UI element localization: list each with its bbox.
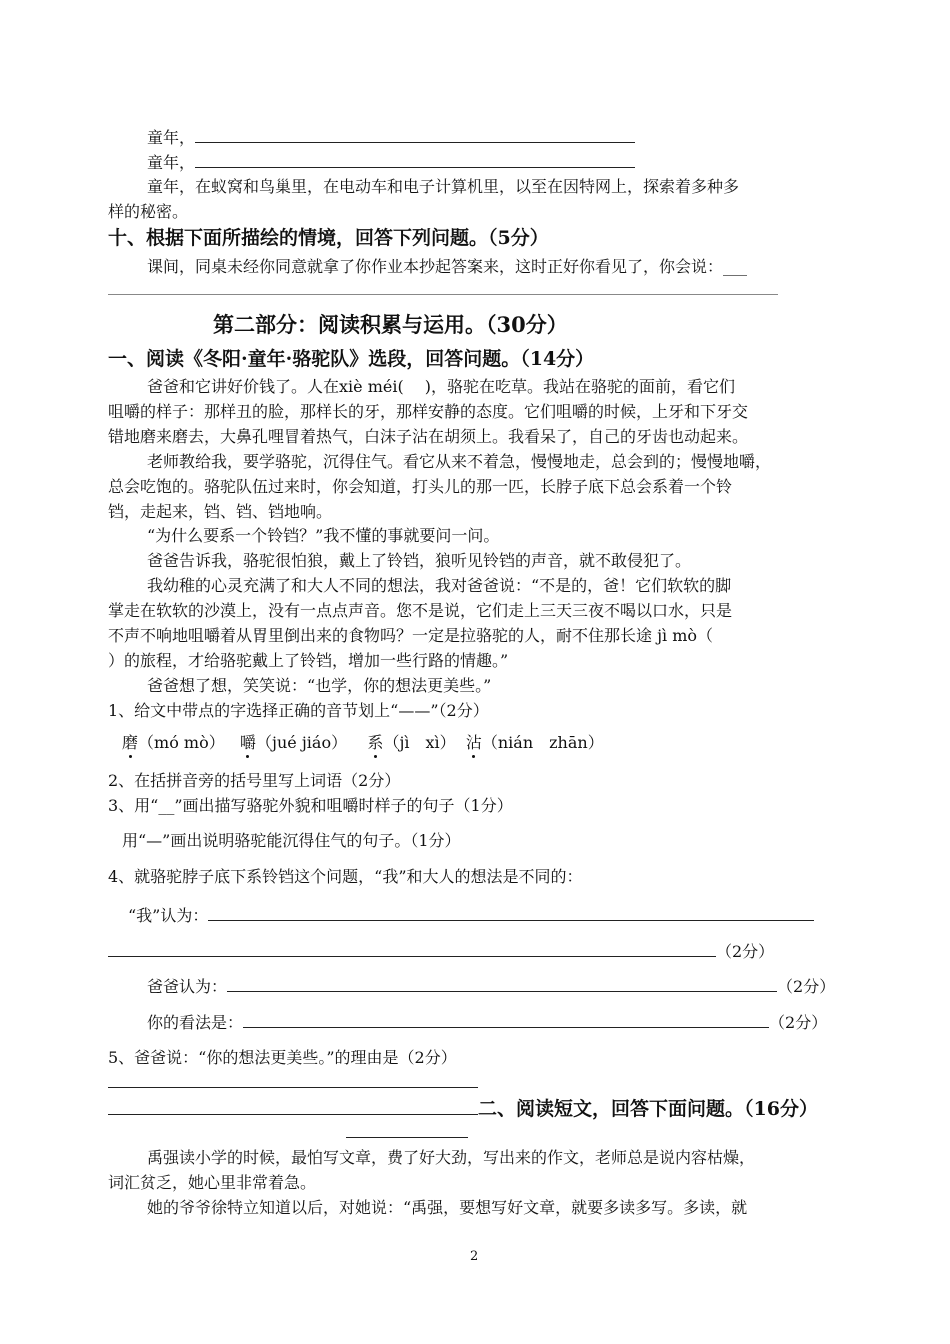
paragraph: 铛，走起来，铛、铛、铛地响。 bbox=[108, 502, 333, 521]
q10-title: 十、根据下面所描绘的情境，回答下列问题。（5分） bbox=[108, 227, 549, 249]
section1-title: 一、阅读《冬阳·童年·骆驼队》选段，回答问题。（14分） bbox=[108, 348, 595, 370]
paragraph: 老师教给我，要学骆驼，沉得住气。看它从来不着急，慢慢地走，总会到的；慢慢地嚼， bbox=[147, 452, 772, 471]
question-5: 5、爸爸说：“你的想法更美些。”的理由是（2分） bbox=[108, 1048, 457, 1067]
answer-blank[interactable] bbox=[195, 126, 635, 143]
dotted-char: 嚼 bbox=[239, 733, 256, 752]
section2-title-row: 二、阅读短文，回答下面问题。（16分） bbox=[108, 1096, 818, 1120]
paragraph: 禹强读小学的时候，最怕写文章，费了好大劲，写出来的作文，老师总是说内容枯燥， bbox=[147, 1148, 756, 1167]
question-3b: 用“—”画出说明骆驼能沉得住气的句子。（1分） bbox=[122, 831, 461, 850]
child-line-1: 童年， bbox=[147, 126, 635, 149]
pinyin-choice[interactable]: （mó mò） bbox=[138, 733, 225, 752]
answer-blank[interactable] bbox=[195, 151, 635, 168]
paragraph: ）的旅程，才给骆驼戴上了铃铛，增加一些行路的情趣。” bbox=[108, 651, 509, 670]
answer-blank[interactable] bbox=[108, 1096, 478, 1115]
dotted-char: 磨 bbox=[122, 733, 139, 752]
q10-text: 课间，同桌未经你同意就拿了你作业本抄起答案来，这时正好你看见了，你会说：___ bbox=[147, 257, 748, 276]
paragraph: 掌走在软软的沙漠上，没有一点点声音。您不是说，它们走上三天三夜不喝以口水，只是 bbox=[108, 601, 733, 620]
paragraph: 样的秘密。 bbox=[108, 202, 189, 221]
pinyin-choice[interactable]: （jué jiáo） bbox=[256, 733, 348, 752]
q4-me-row-2: （2分） bbox=[108, 940, 774, 963]
paragraph: 我幼稚的心灵充满了和大人不同的想法，我对爸爸说：“不是的，爸！它们软软的脚 bbox=[147, 576, 732, 595]
answer-line[interactable] bbox=[108, 294, 778, 295]
paragraph: “为什么要系一个铃铛？”我不懂的事就要问一问。 bbox=[147, 526, 500, 545]
question-1: 1、给文中带点的字选择正确的音节划上“——”（2分） bbox=[108, 701, 489, 720]
page-number: 2 bbox=[470, 1249, 479, 1264]
paragraph: 爸爸告诉我，骆驼很怕狼，戴上了铃铛，狼听见铃铛的声音，就不敢侵犯了。 bbox=[147, 551, 692, 570]
pinyin-options bbox=[122, 732, 604, 754]
q4-dad-row: 爸爸认为： （2分） bbox=[147, 977, 836, 996]
dotted-char: 沾 bbox=[465, 733, 482, 752]
paragraph: 咀嚼的样子：那样丑的脸，那样长的牙，那样安静的态度。它们咀嚼的时候，上牙和下牙交 bbox=[108, 402, 749, 421]
part2-title: 第二部分：阅读积累与运用。（30分） bbox=[213, 312, 568, 337]
pinyin-choice[interactable]: （jì xì） bbox=[383, 733, 456, 752]
paragraph: 她的爷爷徐特立知道以后，对她说：“禹强，要想写好文章，就要多读多写。多读，就 bbox=[147, 1198, 748, 1217]
question-4: 4、就骆驼脖子底下系铃铛这个问题，“我”和大人的想法是不同的： bbox=[108, 867, 583, 886]
paragraph: 童年，在蚁窝和鸟巢里，在电动车和电子计算机里，以至在因特网上，探索着多种多 bbox=[147, 177, 740, 196]
answer-blank[interactable] bbox=[243, 1011, 769, 1028]
paragraph: 爸爸想了想，笑笑说：“也学，你的想法更美些。” bbox=[147, 676, 492, 695]
answer-blank[interactable] bbox=[108, 940, 716, 957]
child-line-2: 童年， bbox=[147, 151, 635, 174]
answer-line[interactable] bbox=[108, 1087, 478, 1088]
paragraph: 不声不响地咀嚼着从胃里倒出来的食物吗？一定是拉骆驼的人，耐不住那长途 jì mò（ bbox=[108, 626, 714, 645]
q4-you-row: 你的看法是： （2分） bbox=[147, 1013, 828, 1032]
answer-line[interactable] bbox=[346, 1137, 468, 1138]
answer-blank[interactable] bbox=[208, 904, 814, 921]
answer-blank[interactable] bbox=[227, 975, 777, 992]
question-3: 3、用“__”画出描写骆驼外貌和咀嚼时样子的句子（1分） bbox=[108, 796, 513, 815]
question-2: 2、在括拼音旁的括号里写上词语（2分） bbox=[108, 771, 401, 790]
q4-me-row: “我”认为： bbox=[128, 904, 814, 927]
dotted-char: 系 bbox=[367, 733, 384, 752]
pinyin-choice[interactable]: （nián zhān） bbox=[481, 733, 604, 752]
paragraph: 词汇贫乏，她心里非常着急。 bbox=[108, 1173, 317, 1192]
paragraph: 总会吃饱的。骆驼队伍过来时，你会知道，打头儿的那一匹，长脖子底下总会系着一个铃 bbox=[108, 477, 733, 496]
paragraph: 爸爸和它讲好价钱了。人在xiè méi( )，骆驼在吃草。我站在骆驼的面前，看它们 bbox=[147, 377, 736, 396]
paragraph: 错地磨来磨去，大鼻孔哩冒着热气，白沫子沾在胡须上。我看呆了，自己的牙齿也动起来。 bbox=[108, 427, 749, 446]
